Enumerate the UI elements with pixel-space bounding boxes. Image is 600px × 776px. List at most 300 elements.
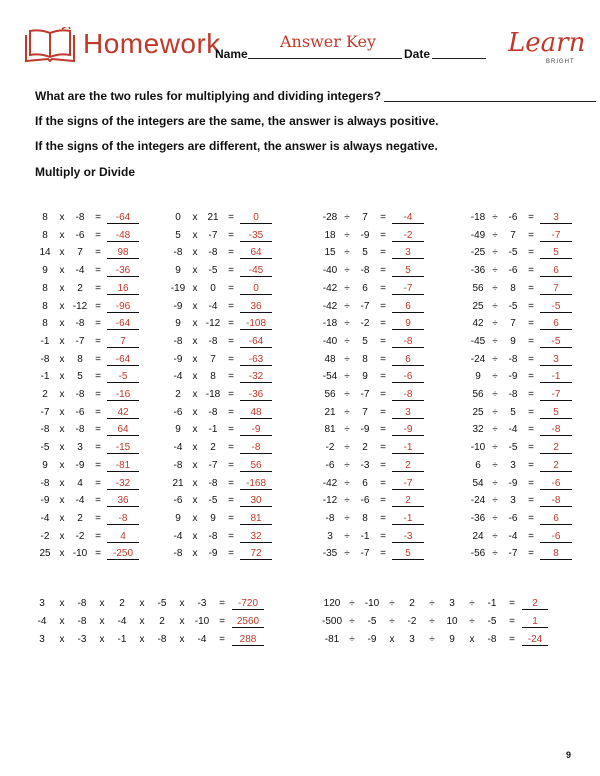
operand: -8 [173, 459, 183, 471]
rule-2: If the signs of the integers are different, the answer is always negative. [35, 139, 438, 153]
operator: x [59, 477, 65, 489]
equals-sign: = [95, 282, 101, 294]
answer: 6 [540, 265, 572, 277]
operator: ÷ [344, 353, 350, 365]
answer: -7 [392, 283, 424, 295]
operator: x [99, 616, 105, 627]
equals-sign: = [528, 247, 534, 259]
equals-sign: = [528, 495, 534, 507]
operand: 8 [42, 282, 48, 294]
operand: -4 [173, 442, 183, 454]
operand: -12 [205, 318, 221, 330]
answer: -81 [107, 460, 139, 472]
operator: ÷ [492, 353, 498, 365]
answer: -6 [540, 478, 572, 490]
operator: ÷ [492, 530, 498, 542]
answer: -8 [540, 424, 572, 436]
equals-sign: = [95, 459, 101, 471]
answer: 32 [240, 531, 272, 543]
equals-sign: = [380, 265, 386, 277]
answer: 7 [107, 336, 139, 348]
operand: -6 [508, 265, 518, 277]
answer: 5 [540, 407, 572, 419]
equals-sign: = [228, 512, 234, 524]
operator: ÷ [429, 616, 435, 627]
operand: -8 [173, 247, 183, 259]
equals-sign: = [528, 548, 534, 560]
operator: ÷ [349, 634, 355, 645]
answer: 2 [540, 460, 572, 472]
equals-sign: = [380, 335, 386, 347]
equals-sign: = [95, 335, 101, 347]
operand: -10 [364, 598, 380, 609]
equals-sign: = [228, 318, 234, 330]
operand: 9 [362, 371, 368, 383]
operand: 3 [510, 495, 516, 507]
answer: -2 [392, 230, 424, 242]
equals-sign: = [95, 371, 101, 383]
operand: 3 [510, 459, 516, 471]
answer: 81 [240, 513, 272, 525]
equals-sign: = [228, 459, 234, 471]
equals-sign: = [528, 371, 534, 383]
operator: x [192, 300, 198, 312]
operand: -5 [40, 442, 50, 454]
operand: -4 [508, 530, 518, 542]
equals-sign: = [528, 477, 534, 489]
equals-sign: = [95, 442, 101, 454]
equals-sign: = [95, 406, 101, 418]
operand: 32 [472, 424, 484, 436]
answer: -108 [240, 318, 272, 330]
answer: -96 [107, 301, 139, 313]
equals-sign: = [95, 318, 101, 330]
answer: -1 [540, 371, 572, 383]
operator: ÷ [349, 598, 355, 609]
operand: 9 [175, 318, 181, 330]
operator: x [192, 282, 198, 294]
operator: ÷ [429, 598, 435, 609]
operand: -18 [470, 212, 486, 223]
operator: x [59, 335, 65, 347]
operator: x [59, 300, 65, 312]
operand: 2 [175, 389, 181, 400]
operand: -5 [208, 265, 218, 277]
answer: -5 [540, 301, 572, 313]
equals-sign: = [228, 389, 234, 400]
operand: 8 [362, 353, 368, 365]
operand: -8 [208, 247, 218, 259]
operator: ÷ [349, 616, 355, 627]
operator: x [59, 282, 65, 294]
operand: -40 [322, 335, 338, 347]
operand: -2 [407, 616, 417, 627]
operator: x [192, 265, 198, 277]
answer: -7 [392, 478, 424, 490]
operand: -8 [173, 335, 183, 347]
answer: -64 [107, 318, 139, 330]
operand: 14 [39, 247, 51, 259]
equals-sign: = [528, 265, 534, 277]
answer: 64 [240, 247, 272, 259]
operand: -1 [487, 598, 497, 609]
operator: x [192, 335, 198, 347]
answer: -15 [107, 442, 139, 454]
operand: 9 [510, 335, 516, 347]
page-title: Homework [83, 28, 221, 59]
operator: x [139, 634, 145, 645]
operand: 56 [472, 282, 484, 294]
operator: x [99, 598, 105, 609]
operator: x [59, 389, 65, 400]
operand: 2 [159, 616, 165, 627]
equals-sign: = [95, 548, 101, 560]
operand: -2 [40, 530, 50, 542]
operator: ÷ [344, 495, 350, 507]
answer: 98 [107, 247, 139, 259]
equals-sign: = [228, 300, 234, 312]
question [35, 89, 596, 103]
operator: x [179, 616, 185, 627]
answer: -8 [392, 389, 424, 401]
answer: 288 [232, 634, 264, 646]
operator: x [192, 548, 198, 560]
operand: -10 [72, 548, 88, 560]
operator: x [192, 512, 198, 524]
answer: -64 [240, 336, 272, 348]
operand: -9 [367, 634, 377, 645]
answer: 64 [107, 424, 139, 436]
operand: -42 [322, 282, 338, 294]
operand: 8 [210, 371, 216, 383]
answer: -720 [232, 598, 264, 610]
operator: x [59, 442, 65, 454]
operator: ÷ [492, 548, 498, 560]
operand: 8 [42, 318, 48, 330]
operator: x [59, 353, 65, 365]
answer: -48 [107, 230, 139, 242]
operator: = [509, 634, 515, 645]
operand: 5 [175, 229, 181, 241]
operand: 2 [77, 512, 83, 524]
operand: -8 [208, 530, 218, 542]
operator: ÷ [469, 616, 475, 627]
operator: ÷ [344, 389, 350, 400]
operator: x [192, 424, 198, 436]
answer: -8 [540, 495, 572, 507]
operand: 56 [324, 389, 336, 400]
equals-sign: = [228, 548, 234, 560]
operand: -4 [75, 265, 85, 277]
operator: x [192, 318, 198, 330]
operator: ÷ [492, 371, 498, 383]
equals-sign: = [228, 282, 234, 294]
answer: 3 [540, 354, 572, 366]
operator: ÷ [344, 300, 350, 312]
operand: 6 [475, 459, 481, 471]
operand: -9 [40, 495, 50, 507]
operand: 3 [39, 598, 45, 609]
operator: ÷ [344, 282, 350, 294]
operand: 2 [362, 442, 368, 454]
operand: 2 [409, 598, 415, 609]
operator: ÷ [492, 212, 498, 223]
operator: x [389, 634, 395, 645]
operator: x [139, 616, 145, 627]
operator: x [192, 229, 198, 241]
operand: -36 [470, 512, 486, 524]
answer: 16 [107, 283, 139, 295]
operand: -2 [325, 442, 335, 454]
equals-sign: = [380, 424, 386, 436]
operand: 3 [449, 598, 455, 609]
equals-sign: = [528, 229, 534, 241]
operand: -6 [360, 495, 370, 507]
operator: x [192, 477, 198, 489]
equals-sign: = [228, 247, 234, 259]
operator: x [59, 371, 65, 383]
operator: x [59, 406, 65, 418]
operator: ÷ [492, 318, 498, 330]
operator: x [192, 406, 198, 418]
equals-sign: = [95, 212, 101, 223]
operand: -8 [75, 424, 85, 436]
answer: -9 [240, 424, 272, 436]
operand: 2 [210, 442, 216, 454]
answer: -7 [540, 230, 572, 242]
equals-sign: = [95, 229, 101, 241]
page-number: 9 [566, 750, 572, 760]
operand: -8 [208, 477, 218, 489]
operand: -4 [75, 495, 85, 507]
operand: 8 [362, 512, 368, 524]
operand: -28 [322, 212, 338, 223]
operator: x [192, 459, 198, 471]
equals-sign: = [380, 318, 386, 330]
answer: 2 [392, 495, 424, 507]
equals-sign: = [528, 282, 534, 294]
operator: = [219, 598, 225, 609]
operand: -6 [508, 512, 518, 524]
operand: -7 [360, 548, 370, 560]
operator: ÷ [492, 229, 498, 241]
operand: -8 [40, 424, 50, 436]
equals-sign: = [380, 442, 386, 454]
operand: 9 [175, 512, 181, 524]
operand: -42 [322, 477, 338, 489]
operator: ÷ [344, 512, 350, 524]
answer: -63 [240, 354, 272, 366]
operand: -4 [37, 616, 47, 627]
operand: -8 [75, 389, 85, 400]
answer: 48 [240, 407, 272, 419]
operand: -4 [197, 634, 207, 645]
equals-sign: = [528, 530, 534, 542]
operand: -3 [77, 634, 87, 645]
equals-sign: = [228, 495, 234, 507]
equals-sign: = [528, 459, 534, 471]
operand: 8 [42, 229, 48, 241]
operand: -1 [208, 424, 218, 436]
brand-sub: BRIGHT [546, 59, 575, 65]
answer: -35 [240, 230, 272, 242]
equals-sign: = [228, 265, 234, 277]
operand: 8 [510, 282, 516, 294]
equals-sign: = [95, 530, 101, 542]
equals-sign: = [380, 459, 386, 471]
operand: 18 [324, 229, 336, 241]
operand: 24 [472, 530, 484, 542]
operand: 5 [362, 335, 368, 347]
operand: -25 [470, 247, 486, 259]
operand: -8 [360, 265, 370, 277]
operator: ÷ [389, 616, 395, 627]
operator: = [219, 634, 225, 645]
operator: ÷ [344, 335, 350, 347]
operand: -10 [470, 442, 486, 454]
operand: 5 [77, 371, 83, 383]
operator: ÷ [492, 282, 498, 294]
operator: ÷ [492, 389, 498, 400]
operand: -6 [75, 406, 85, 418]
answer: -5 [107, 371, 139, 383]
name-label: Name [215, 47, 248, 61]
operand: -8 [208, 406, 218, 418]
operand: -1 [40, 335, 50, 347]
operand: 7 [510, 229, 516, 241]
answer: 5 [392, 265, 424, 277]
operand: -9 [360, 229, 370, 241]
operator: ÷ [344, 247, 350, 259]
operator: x [59, 229, 65, 241]
answer: 3 [392, 407, 424, 419]
operator: ÷ [492, 477, 498, 489]
operand: 2 [119, 598, 125, 609]
operand: -4 [508, 424, 518, 436]
answer: 6 [392, 301, 424, 313]
operand: -8 [487, 634, 497, 645]
operator: x [59, 512, 65, 524]
operator: x [192, 530, 198, 542]
answer: -5 [540, 336, 572, 348]
operand: -7 [208, 459, 218, 471]
date-line [432, 58, 486, 59]
operator: ÷ [344, 424, 350, 436]
answer: 6 [540, 513, 572, 525]
operand: -6 [173, 495, 183, 507]
operand: 3 [39, 634, 45, 645]
equals-sign: = [228, 477, 234, 489]
equals-sign: = [528, 353, 534, 365]
operand: -9 [508, 477, 518, 489]
operand: -8 [77, 598, 87, 609]
answer: 2560 [232, 616, 264, 628]
rule-1: If the signs of the integers are the same, the answer is always positive. [35, 114, 439, 128]
equals-sign: = [95, 495, 101, 507]
answer: -8 [240, 442, 272, 454]
operator: ÷ [492, 265, 498, 277]
operator: x [469, 634, 475, 645]
answer: -6 [540, 531, 572, 543]
equals-sign: = [528, 335, 534, 347]
answer: -3 [392, 531, 424, 543]
operand: 21 [207, 212, 219, 223]
operator: ÷ [492, 495, 498, 507]
operator: x [99, 634, 105, 645]
operator: ÷ [344, 318, 350, 330]
operand: 6 [362, 282, 368, 294]
operand: -4 [40, 512, 50, 524]
equals-sign: = [95, 353, 101, 365]
equals-sign: = [95, 300, 101, 312]
operator: x [59, 318, 65, 330]
operator: x [59, 616, 65, 627]
operand: -2 [360, 318, 370, 330]
operand: -9 [360, 424, 370, 436]
operand: 5 [362, 247, 368, 259]
operand: 2 [42, 389, 48, 400]
operand: 5 [510, 406, 516, 418]
operand: -8 [508, 389, 518, 400]
operator: ÷ [344, 548, 350, 560]
answer: -16 [107, 389, 139, 401]
answer: 1 [522, 616, 548, 628]
operand: -6 [75, 229, 85, 241]
equals-sign: = [228, 530, 234, 542]
operand: 54 [472, 477, 484, 489]
operand: 7 [510, 318, 516, 330]
operand: -36 [470, 265, 486, 277]
operand: -81 [324, 634, 340, 645]
answer: -64 [107, 212, 139, 224]
operand: -6 [173, 406, 183, 418]
operand: -8 [75, 318, 85, 330]
operand: -49 [470, 229, 486, 241]
equals-sign: = [95, 512, 101, 524]
operand: 21 [172, 477, 184, 489]
answer: -250 [107, 548, 139, 560]
operand: -5 [367, 616, 377, 627]
answer: 5 [392, 548, 424, 560]
brand-logo: Learn [508, 28, 586, 58]
operand: 3 [77, 442, 83, 454]
operator: ÷ [469, 598, 475, 609]
answer: 2 [540, 442, 572, 454]
operand: -4 [173, 530, 183, 542]
header [0, 0, 600, 80]
operand: 3 [327, 530, 333, 542]
operator: ÷ [344, 459, 350, 471]
operator: x [59, 459, 65, 471]
answer: -32 [107, 478, 139, 490]
operator: ÷ [492, 459, 498, 471]
operand: -9 [508, 371, 518, 383]
operand: 8 [42, 212, 48, 223]
operand: 9 [42, 265, 48, 277]
equals-sign: = [528, 424, 534, 436]
operand: -19 [170, 282, 186, 294]
operand: -18 [205, 389, 221, 400]
operator: x [192, 247, 198, 259]
equals-sign: = [380, 495, 386, 507]
operand: 7 [210, 353, 216, 365]
operand: 9 [475, 371, 481, 383]
operator: ÷ [344, 442, 350, 454]
operator: x [59, 530, 65, 542]
answer: 72 [240, 548, 272, 560]
answer: -7 [540, 389, 572, 401]
answer: 42 [107, 407, 139, 419]
